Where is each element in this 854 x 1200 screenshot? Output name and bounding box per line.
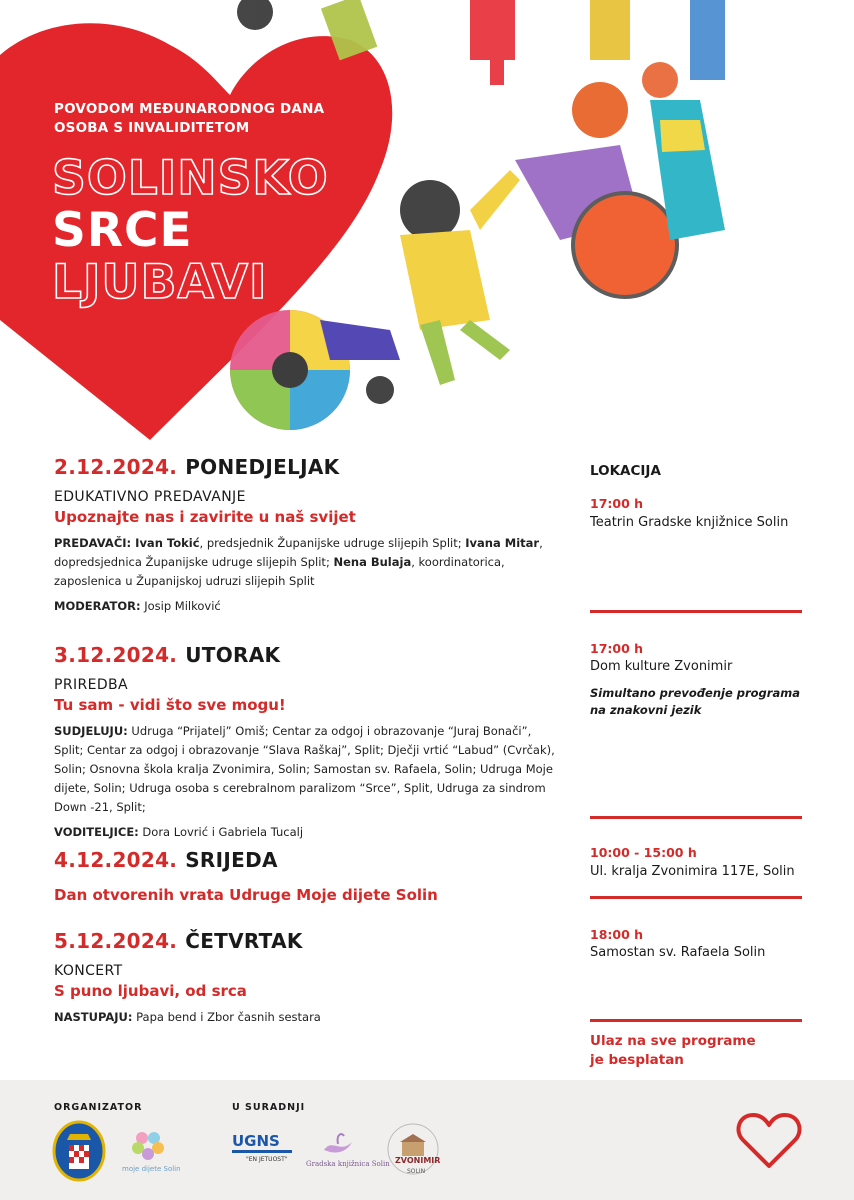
ugns-subtext: "EN JETUOST" [246,1156,288,1163]
day-block-3 [54,848,564,904]
lecturer-role-1: , predsjednik Županijske udruge slijepih Split; [199,536,466,550]
location-place-4: Samostan sv. Rafaela Solin [590,945,766,960]
divider-1 [590,610,802,613]
free-entry-note [590,1032,756,1070]
zvonimir-subtext: SOLIN [407,1168,426,1175]
event-title: Tu sam - vidi što sve mogu! [54,696,286,714]
lecturer-name-3: Nena Bulaja [333,555,412,569]
lecturer-name-1: Ivan Tokić [131,536,200,550]
label-performers: NASTUPAJU: [54,1010,133,1024]
location-place-1: Teatrin Gradske knjižnice Solin [590,515,789,530]
lecturer-role-3: , koordinatorica, zaposlenica u Županijskoj udruzi slijepih Split [54,555,505,588]
footer [0,1080,854,1200]
location-time-1: 17:00 h [590,496,644,511]
hero-subtitle-line2: OSOBA S INVALIDITETOM [54,120,250,136]
label-moderator: MODERATOR: [54,599,141,613]
day-heading [54,848,564,872]
hero-subtitle [54,100,324,138]
day-weekday: UTORAK [185,643,281,667]
library-swan-logo [318,1128,358,1156]
location-note-2: Simultano prevođenje programa na znakovni jezik [590,686,800,717]
day-date: 5.12.2024. [54,929,178,953]
moje-dijete-logo [128,1128,168,1162]
day-heading [54,929,564,953]
lecturer-role-2: , dopredsjednica Županijske udruge slijepih Split; [54,536,543,569]
day-date: 4.12.2024. [54,848,178,872]
hero-title-line1: SOLINSKO [52,151,329,206]
participants-list: Udruga “Prijatelj” Omiš; Centar za odgoj i obrazovanje “Juraj Bonači”, Split; Centar za odgoj i obrazovanje “Slava Raškaj”, Split; Dječji vrtić “Labud” (Cvrčak), Solin; Osnovna škola kralja Zvonimira, Solin; Samostan sv. Rafaela, Solin; Udruga Moje dijete, Solin; Udruga osoba s cerebralnom paralizom “Srce”, Split, Udruga za sindrom Down -21, Split; [54,724,555,814]
zvonimir-text: ZVONIMIR [395,1156,441,1165]
location-time-2: 17:00 h [590,641,644,656]
ugns-underline [232,1150,292,1153]
day-block-2 [54,643,564,842]
organizer-label: ORGANIZATOR [54,1102,143,1113]
day-weekday: SRIJEDA [185,848,278,872]
hero-title-line2: SRCE [52,203,193,258]
moderator-name: Josip Milković [140,599,221,613]
library-text: Gradska knjižnica Solin [306,1160,390,1168]
location-place-3: Ul. kralja Zvonimira 117E, Solin [590,864,795,879]
ugns-logo-text: UGNS [232,1132,280,1150]
label-lecturers: PREDAVAČI: [54,536,132,550]
moderator-text [54,597,564,616]
event-category: EDUKATIVNO PREDAVANJE [54,489,246,505]
divider-3 [590,896,802,899]
day-heading [54,643,564,667]
day-block-4 [54,929,564,1027]
day-date: 3.12.2024. [54,643,178,667]
hero-banner [0,0,854,440]
lecturer-name-2: Ivana Mitar [465,536,540,550]
event-title: Dan otvorenih vrata Udruge Moje dijete Solin [54,886,438,904]
hosts-text [54,823,564,842]
label-participants: SUDJELUJU: [54,724,128,738]
location-time-3: 10:00 - 15:00 h [590,845,697,860]
performers-names: Papa bend i Zbor časnih sestara [132,1010,321,1024]
day-weekday: ČETVRTAK [185,929,303,953]
hero-subtitle-line1: POVODOM MEĐUNARODNOG DANA [54,101,325,117]
divider-4 [590,1019,802,1022]
partners-label: U SURADNJI [232,1102,306,1113]
location-heading: LOKACIJA [590,463,661,479]
hosts-names: Dora Lovrić i Gabriela Tucalj [138,825,304,839]
event-category: KONCERT [54,963,123,979]
free-entry-line2: je besplatan [590,1052,684,1068]
free-entry-line1: Ulaz na sve programe [590,1033,756,1049]
day-heading [54,455,564,479]
event-category: PRIREDBA [54,677,129,693]
day-date: 2.12.2024. [54,455,178,479]
day-weekday: PONEDJELJAK [185,455,340,479]
location-place-2: Dom kulture Zvonimir [590,659,733,674]
moje-dijete-text: moje dijete Solin [122,1165,181,1173]
participants-text [54,722,564,817]
solin-coat-of-arms-logo [52,1120,106,1182]
lecturers-text [54,534,564,591]
divider-2 [590,816,802,819]
event-title: Upoznajte nas i zavirite u naš svijet [54,508,356,526]
hero-title-line3: LJUBAVI [52,255,268,310]
day-block-1 [54,455,564,616]
heart-outline-icon [736,1110,802,1170]
event-title: S puno ljubavi, od srca [54,982,247,1000]
performers-text [54,1008,564,1027]
location-time-4: 18:00 h [590,927,644,942]
label-hosts: VODITELJICE: [54,825,139,839]
